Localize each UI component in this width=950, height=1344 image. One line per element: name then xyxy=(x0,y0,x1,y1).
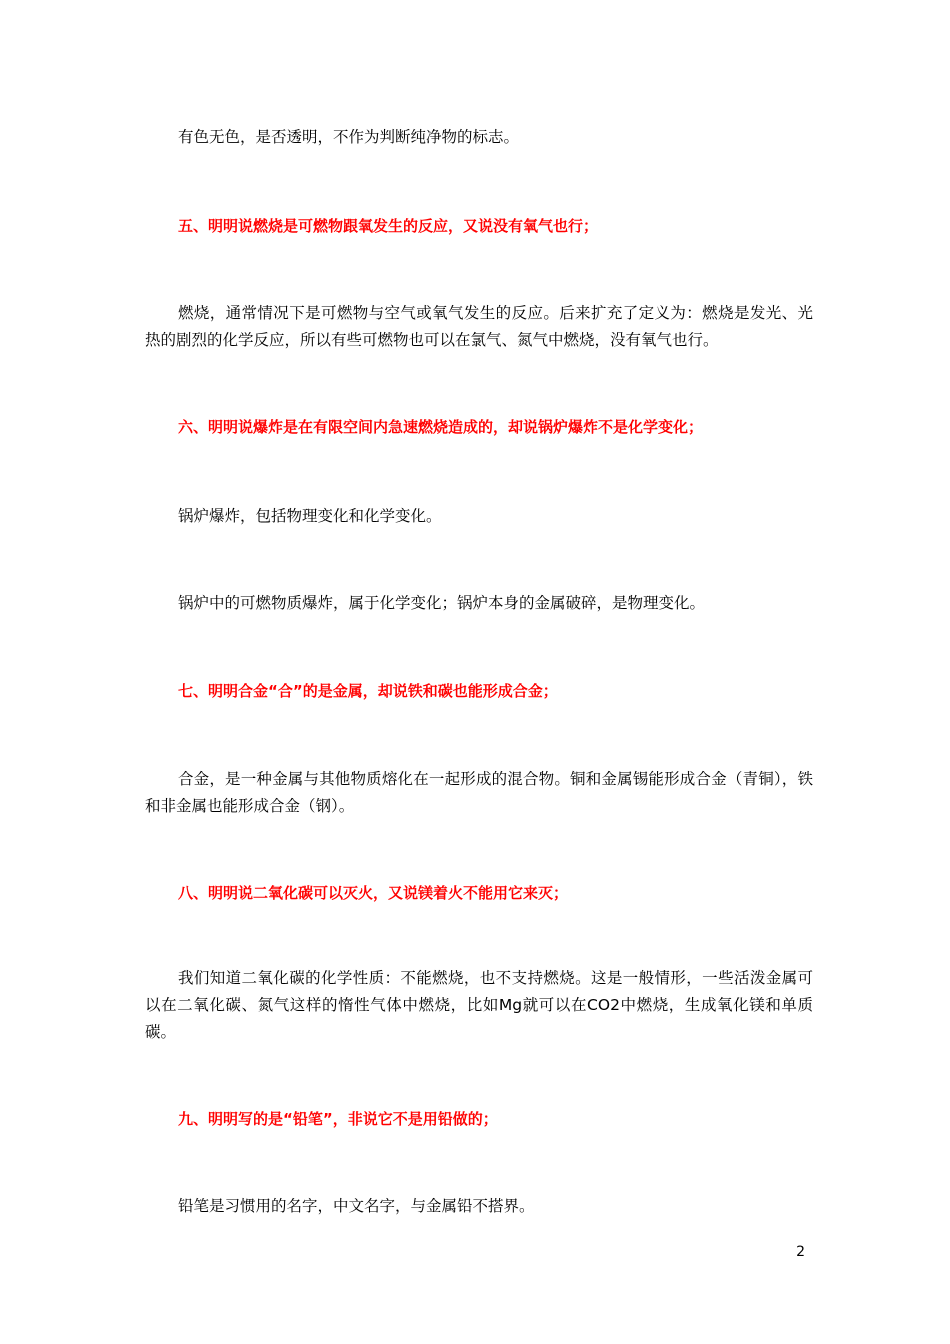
paragraph-alloy: 合金，是一种金属与其他物质熔化在一起形成的混合物。铜和金属锡能形成合金（青铜），铁和非金属也能形成合金（钢）。 xyxy=(145,770,813,815)
paragraph-combustion: 燃烧，通常情况下是可燃物与空气或氧气发生的反应。后来扩充了定义为：燃烧是发光、光热的剧烈的化学反应，所以有些可燃物也可以在氯气、氮气中燃烧，没有氧气也行。 xyxy=(145,304,813,349)
page-number: 2 xyxy=(796,1244,805,1260)
heading-pencil: 九、明明写的是“铅笔”，非说它不是用铅做的； xyxy=(178,1110,498,1128)
heading-co2-fire: 八、明明说二氧化碳可以灭火，又说镁着火不能用它来灭； xyxy=(178,884,569,902)
heading-explosion: 六、明明说爆炸是在有限空间内急速燃烧造成的，却说锅炉爆炸不是化学变化； xyxy=(178,418,704,436)
paragraph-co2-fire: 我们知道二氧化碳的化学性质：不能燃烧，也不支持燃烧。这是一般情形，一些活泼金属可以在二氧化碳、氮气这样的惰性气体中燃烧，比如Mg就可以在CO2中燃烧，生成氧化镁和单质碳。 xyxy=(145,969,813,1041)
heading-alloy: 七、明明合金“合”的是金属，却说铁和碳也能形成合金； xyxy=(178,682,558,700)
paragraph-pencil: 铅笔是习惯用的名字，中文名字，与金属铅不搭界。 xyxy=(178,1197,535,1215)
paragraph-purity-color: 有色无色，是否透明，不作为判断纯净物的标志。 xyxy=(178,128,520,146)
paragraph-boiler-detail: 锅炉中的可燃物质爆炸，属于化学变化；锅炉本身的金属破碎，是物理变化。 xyxy=(178,594,706,612)
paragraph-boiler-explosion: 锅炉爆炸，包括物理变化和化学变化。 xyxy=(178,507,442,525)
heading-combustion: 五、明明说燃烧是可燃物跟氧发生的反应，又说没有氧气也行； xyxy=(178,217,599,235)
